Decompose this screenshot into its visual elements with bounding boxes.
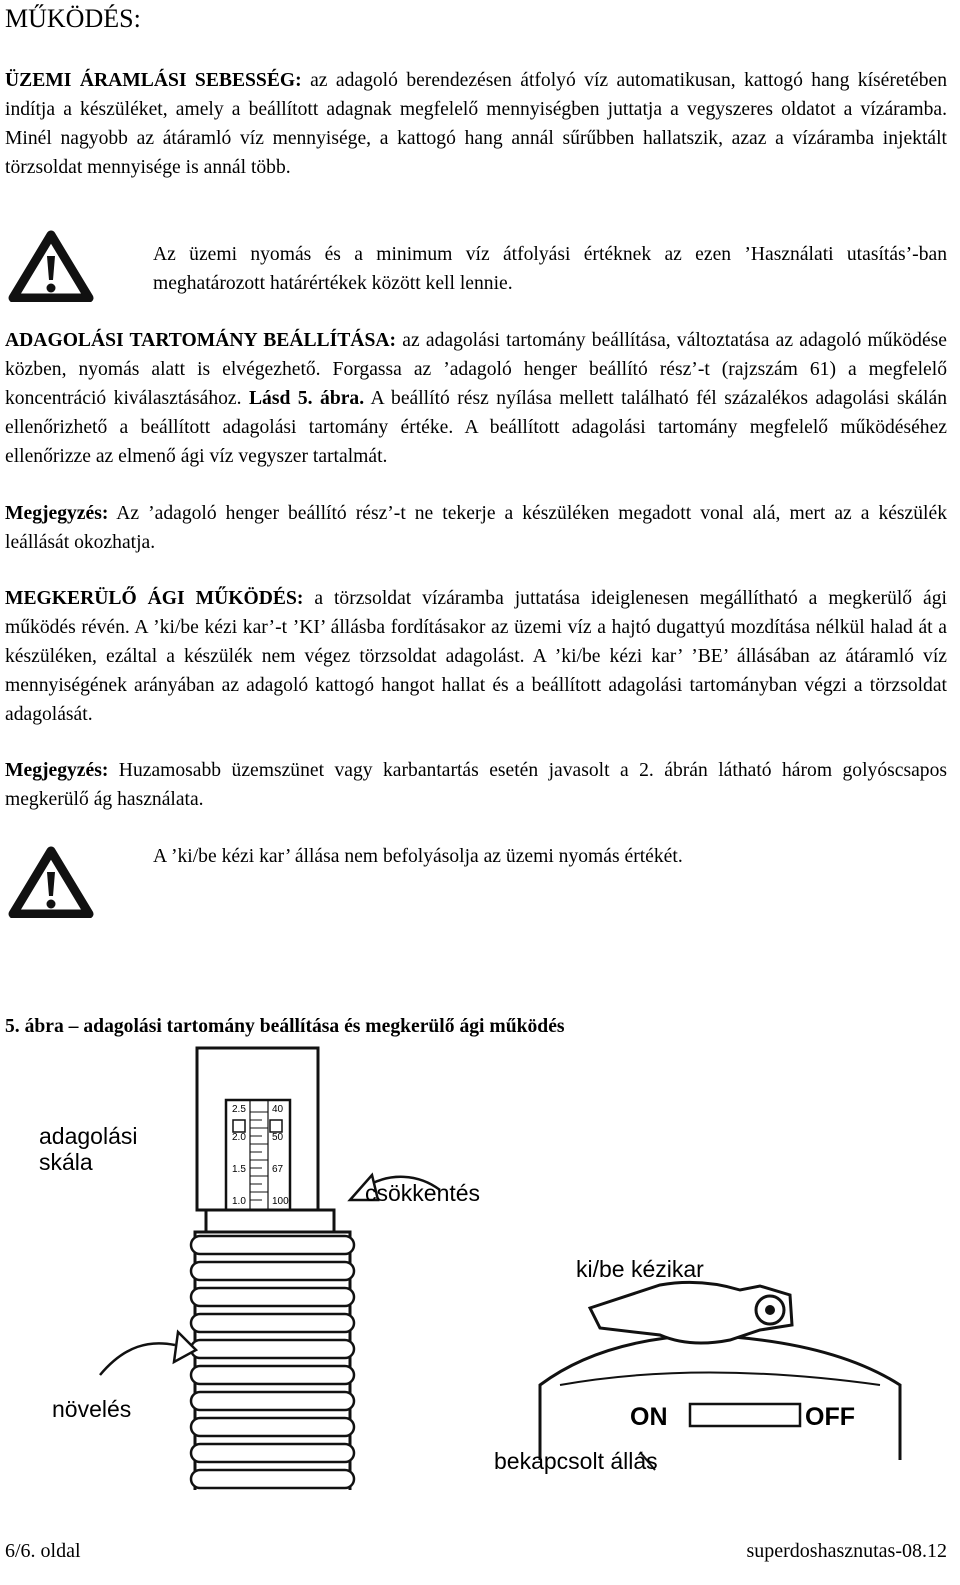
term-dosing-range: ADAGOLÁSI TARTOMÁNY BEÁLLÍTÁSA: — [5, 330, 397, 351]
warning-text-lever: A ’ki/be kézi kar’ állása nem befolyásolja az üzemi nyomás értékét. — [153, 846, 683, 867]
bypass-text: a törzsoldat vízáramba juttatása ideiglenesen megállítható a megkerülő ági működés révén. A ’ki/be kézi kar’-t ’KI’ állásba fordításakor az üzemi víz a hajtó dugattyú mozdítása nélkül halad át a készüléken, ezáltal a készülék nem végez törzsoldat adagolást. A ’ki/be kézi kar’ ’BE’ állásában az átáramló víz mennyiségének arányában az adagoló kattogó hangot hallat és a beállított adagolási tartományban végzi a törzsoldat adagolását. — [5, 588, 947, 725]
note-2-text: Huzamosabb üzemszünet vagy karbantartás esetén javasolt a 2. ábrán látható három golyóscsapos megkerülő ág használata. — [5, 760, 947, 810]
page-heading: MŰKÖDÉS: — [5, 4, 141, 33]
paragraph-dosing-range — [5, 326, 947, 471]
paragraph-bypass — [5, 584, 947, 729]
paragraph-note-1 — [5, 499, 947, 557]
document-id: superdoshasznutas-08.12 — [746, 1540, 947, 1562]
label-scale: adagolási skála — [39, 1123, 138, 1175]
note-1-text: Az ’adagoló henger beállító rész’-t ne tekerje a készüléken megadott vonal alá, mert az a készülék leállását okozhatja. — [5, 503, 947, 553]
label-lever: ki/be kézikar — [576, 1256, 704, 1282]
warning-icon — [8, 230, 94, 302]
figure-caption: 5. ábra – adagolási tartomány beállítása és megkerülő ági működés — [5, 1016, 565, 1037]
warning-icon — [8, 846, 94, 918]
label-decrease: csökkentés — [365, 1180, 481, 1206]
dosing-range-text-1: az adagolási tartomány beállítása, változtatása az adagoló működése közben, nyomás alatt is elvégezhető. Forgassa az ’adagoló henger beállító rész’-t (rajzszám 61) a megfelelő koncentráció kiválasztásához. — [5, 330, 947, 409]
note-1-term: Megjegyzés: — [5, 503, 109, 524]
on-label: ON — [630, 1403, 668, 1431]
label-increase: növelés — [52, 1396, 132, 1422]
off-label: OFF — [805, 1403, 855, 1431]
note-2-term: Megjegyzés: — [5, 760, 109, 781]
term-bypass: MEGKERÜLŐ ÁGI MŰKÖDÉS: — [5, 588, 304, 609]
label-position: bekapcsolt állás — [494, 1448, 658, 1474]
figure-reference: Lásd 5. ábra. — [248, 388, 365, 409]
page-number: 6/6. oldal — [5, 1540, 81, 1562]
paragraph-flow-rate — [5, 66, 947, 182]
paragraph-note-2 — [5, 756, 947, 814]
term-flow-rate: ÜZEMI ÁRAMLÁSI SEBESSÉG: — [5, 70, 302, 91]
warning-text-pressure: Az üzemi nyomás és a minimum víz átfolyási értéknek az ezen ’Használati utasítás’-ban meghatározott határértékek között kell lennie. — [153, 244, 947, 294]
flow-rate-text: az adagoló berendezésen átfolyó víz automatikusan, kattogó hang kíséretében indítja a készüléket, amely a beállított adagnak megfelelő mennyiségben juttatja a vegyszeres oldatot a vízáramba. Minél nagyobb az átáramló víz mennyisége, a kattogó hang annál sűrűbben hallatszik, azaz a vízáramba injektált törzsoldat mennyisége is annál több. — [5, 70, 947, 178]
dosing-range-text-2: A beállító rész nyílása mellett található fél százalékos adagolási skálán ellenőrizhető a beállított adagolási tartomány értéke. A beállított adagolási tartomány megfelelő működéséhez ellenőrizze az elmenő ági víz vegyszer tartalmát. — [5, 388, 947, 467]
figure-5: adagolási skála csökkentés ki/be kézikar növelés bekapcsolt állás 2.5 40 2.0 50 1.5 67 1.0 100 ON OFF — [0, 1040, 960, 1490]
